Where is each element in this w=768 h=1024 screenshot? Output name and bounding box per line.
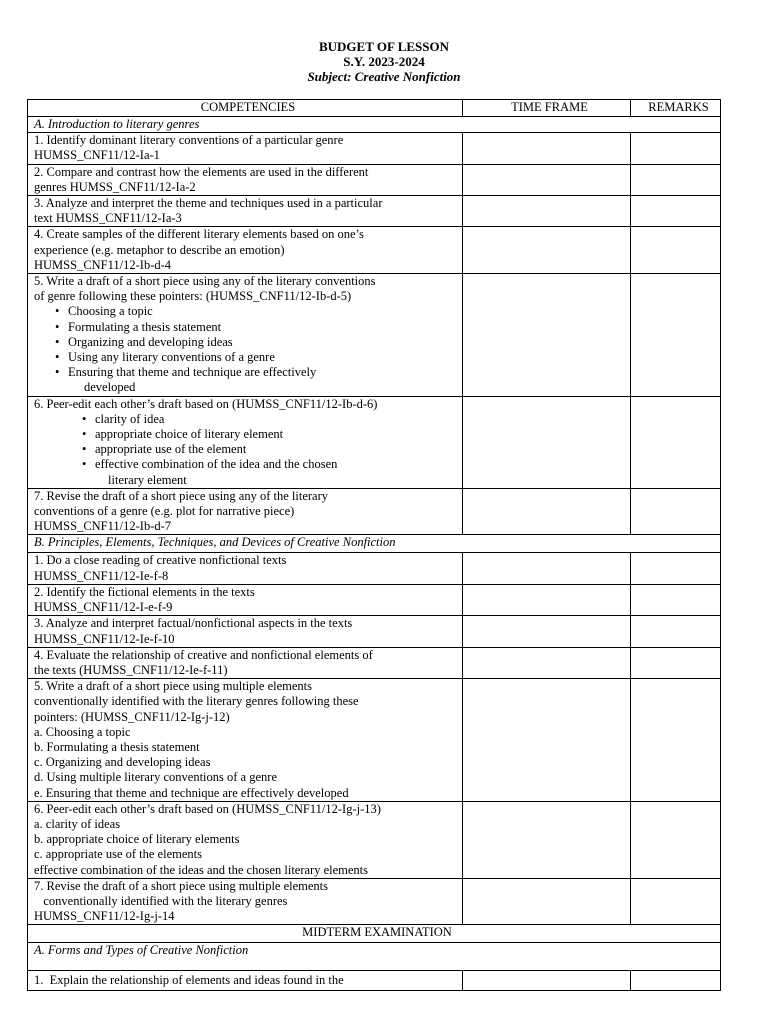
list-item: • effective combination of the idea and the chosen xyxy=(34,457,462,472)
competency-cell: 5. Write a draft of a short piece using multiple elements conventionally identified with the literary genres following these pointers: (HUMSS_CNF11/12-Ig-j-12) a. Choosing a topic b. Formulating a thesis statement c. Organizing and developing ideas d. Using multiple literary conventions of a genre e. Ensuring that theme and technique are effectively developed xyxy=(28,679,463,802)
table-row xyxy=(28,488,721,535)
competency-cell: 2. Compare and contrast how the elements are used in the different genres HUMSS_CNF11/12-Ia-2 xyxy=(28,164,463,195)
time-frame-cell xyxy=(463,227,631,274)
time-frame-cell xyxy=(463,801,631,878)
remarks-cell xyxy=(631,164,721,195)
section-row xyxy=(28,535,721,553)
competency-cell: 2. Identify the fictional elements in the texts HUMSS_CNF11/12-I-e-f-9 xyxy=(28,584,463,615)
table-row xyxy=(28,133,721,164)
remarks-cell xyxy=(631,616,721,647)
header-competencies: COMPETENCIES xyxy=(28,100,463,117)
table-row xyxy=(28,164,721,195)
table-row xyxy=(28,196,721,227)
remarks-cell xyxy=(631,878,721,925)
section-b-title: B. Principles, Elements, Techniques, and Devices of Creative Nonfiction xyxy=(28,535,721,553)
remarks-cell xyxy=(631,274,721,397)
header-remarks: REMARKS xyxy=(631,100,721,117)
section-row xyxy=(28,925,721,943)
competency-cell: 1. Identify dominant literary conventions of a particular genre HUMSS_CNF11/12-Ia-1 xyxy=(28,133,463,164)
list-item: • Ensuring that theme and technique are effectively xyxy=(34,365,462,380)
remarks-cell xyxy=(631,971,721,991)
table-row xyxy=(28,227,721,274)
competency-cell: 4. Evaluate the relationship of creative and nonfictional elements of the texts (HUMSS_CNF11/12-Ie-f-11) xyxy=(28,647,463,678)
remarks-cell xyxy=(631,196,721,227)
time-frame-cell xyxy=(463,584,631,615)
table-row xyxy=(28,396,721,488)
time-frame-cell xyxy=(463,196,631,227)
remarks-cell xyxy=(631,396,721,488)
competency-cell: 3. Analyze and interpret factual/nonfictional aspects in the texts HUMSS_CNF11/12-Ie-f-10 xyxy=(28,616,463,647)
budget-table xyxy=(27,99,721,991)
table-row xyxy=(28,878,721,925)
section-row xyxy=(28,117,721,133)
remarks-cell xyxy=(631,488,721,535)
table-row xyxy=(28,801,721,878)
table-row xyxy=(28,971,721,991)
remarks-cell xyxy=(631,553,721,584)
table-row xyxy=(28,553,721,584)
time-frame-cell xyxy=(463,878,631,925)
table-row xyxy=(28,679,721,802)
time-frame-cell xyxy=(463,396,631,488)
table-header-row xyxy=(28,100,721,117)
competency-cell: 4. Create samples of the different literary elements based on one’s experience (e.g. metaphor to describe an emotion) HUMSS_CNF11/12-Ib-d-4 xyxy=(28,227,463,274)
list-item: • clarity of idea xyxy=(34,412,462,427)
list-item: • Organizing and developing ideas xyxy=(34,335,462,350)
table-row xyxy=(28,647,721,678)
competency-cell: 6. Peer-edit each other’s draft based on (HUMSS_CNF11/12-Ig-j-13) a. clarity of ideas b. appropriate choice of literary elements c. appropriate use of the elements effective combination of the ideas and the chosen literary elements xyxy=(28,801,463,878)
competency-cell: 5. Write a draft of a short piece using any of the literary conventions of genre following these pointers: (HUMSS_CNF11/12-Ib-d-5) • Choosing a topic • Formulating a thesis statement • Organizing and developing ideas • Using any literary conventions of a genre • Ensuring that theme and technique are effectively developed xyxy=(28,274,463,397)
time-frame-cell xyxy=(463,133,631,164)
list-item: • appropriate choice of literary element xyxy=(34,427,462,442)
section-forms-title: A. Forms and Types of Creative Nonfiction xyxy=(28,943,721,971)
remarks-cell xyxy=(631,133,721,164)
competency-cell: 1. Do a close reading of creative nonfictional texts HUMSS_CNF11/12-Ie-f-8 xyxy=(28,553,463,584)
time-frame-cell xyxy=(463,647,631,678)
list-item: • Choosing a topic xyxy=(34,304,462,319)
midterm-examination: MIDTERM EXAMINATION xyxy=(28,925,721,943)
time-frame-cell xyxy=(463,164,631,195)
table-row xyxy=(28,584,721,615)
competency-cell: 6. Peer-edit each other’s draft based on (HUMSS_CNF11/12-Ib-d-6) • clarity of idea • appropriate choice of literary element • appropriate use of the element • effective combination of the idea and the chosen literary element xyxy=(28,396,463,488)
time-frame-cell xyxy=(463,488,631,535)
competency-cell: 7. Revise the draft of a short piece using multiple elements conventionally identified with the literary genres HUMSS_CNF11/12-Ig-j-14 xyxy=(28,878,463,925)
remarks-cell xyxy=(631,801,721,878)
time-frame-cell xyxy=(463,616,631,647)
table-row xyxy=(28,616,721,647)
competency-cell: 1. Explain the relationship of elements and ideas found in the xyxy=(28,971,463,991)
remarks-cell xyxy=(631,227,721,274)
school-year: S.Y. 2023-2024 xyxy=(343,54,425,69)
time-frame-cell xyxy=(463,553,631,584)
time-frame-cell xyxy=(463,679,631,802)
subject-line: Subject: Creative Nonfiction xyxy=(307,69,461,84)
section-row xyxy=(28,943,721,971)
table-row xyxy=(28,274,721,397)
remarks-cell xyxy=(631,584,721,615)
list-item: • Using any literary conventions of a genre xyxy=(34,350,462,365)
section-a-title: A. Introduction to literary genres xyxy=(28,117,721,133)
list-item: • appropriate use of the element xyxy=(34,442,462,457)
remarks-cell xyxy=(631,679,721,802)
document-title: BUDGET OF LESSON xyxy=(318,39,450,54)
remarks-cell xyxy=(631,647,721,678)
list-item: • Formulating a thesis statement xyxy=(34,320,462,335)
time-frame-cell xyxy=(463,274,631,397)
time-frame-cell xyxy=(463,971,631,991)
header-time-frame: TIME FRAME xyxy=(463,100,631,117)
competency-cell: 3. Analyze and interpret the theme and techniques used in a particular text HUMSS_CNF11/12-Ia-3 xyxy=(28,196,463,227)
competency-cell: 7. Revise the draft of a short piece using any of the literary conventions of a genre (e.g. plot for narrative piece) HUMSS_CNF11/12-Ib-d-7 xyxy=(28,488,463,535)
